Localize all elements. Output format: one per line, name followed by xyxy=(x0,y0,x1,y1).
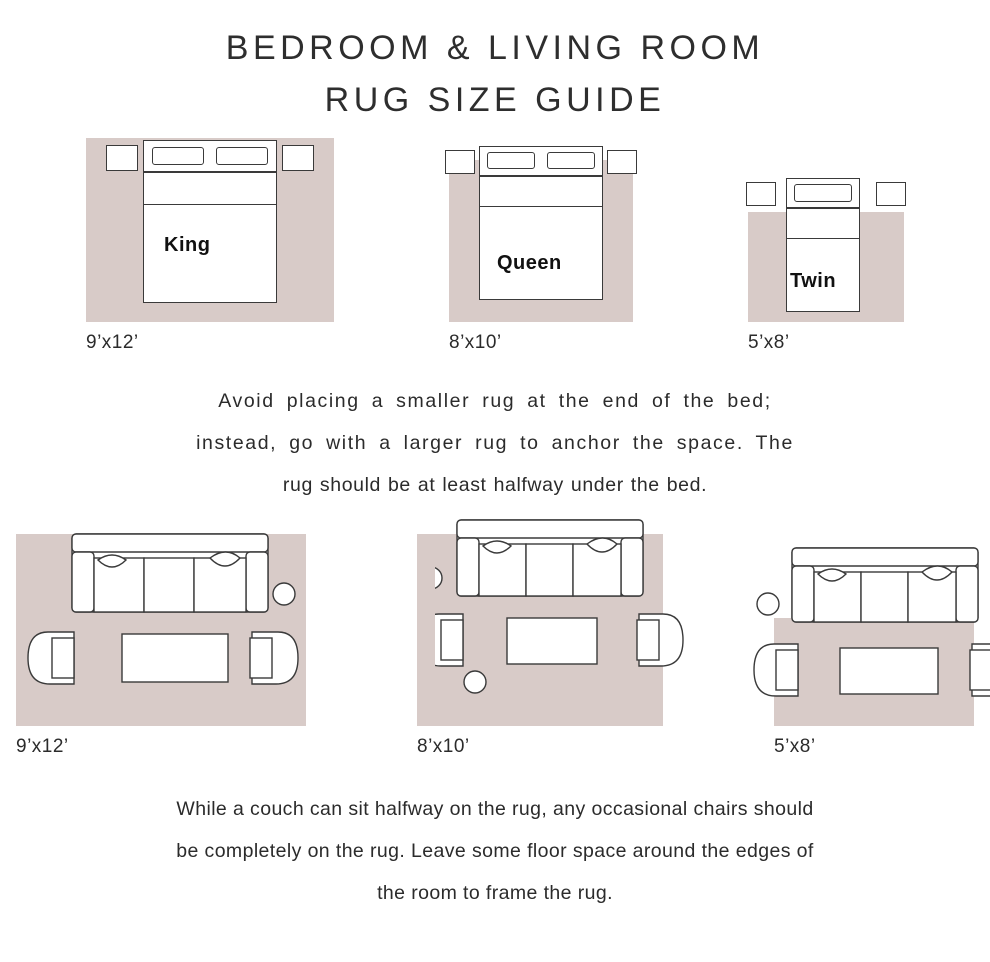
queen-nightstand-right xyxy=(607,150,637,174)
bedroom-diagram-row xyxy=(0,138,990,354)
queen-nightstand-left xyxy=(445,150,475,174)
twin-mattress xyxy=(786,208,860,312)
bedroom-twin-diagram xyxy=(748,212,904,354)
page-title xyxy=(0,0,990,126)
queen-rug-area xyxy=(449,160,633,322)
bedroom-queen-diagram xyxy=(449,160,633,354)
living-note xyxy=(0,788,990,914)
living-9x12-furniture xyxy=(12,520,312,720)
living-5x8-rug-area xyxy=(774,618,974,726)
twin-nightstand-left xyxy=(746,182,776,206)
living-note-line-2: be completely on the rug. Leave some floor space around the edges of xyxy=(176,840,814,862)
queen-pillow-right xyxy=(547,152,595,169)
king-nightstand-right xyxy=(282,145,314,171)
page-title-line-2: RUG SIZE GUIDE xyxy=(324,81,666,119)
king-rug-size: 9’x12’ xyxy=(86,332,139,353)
living-8x10-diagram xyxy=(417,534,663,758)
twin-nightstand-right xyxy=(876,182,906,206)
living-5x8-furniture xyxy=(744,534,990,734)
bedroom-note xyxy=(0,380,990,506)
living-9x12-rug-area xyxy=(16,534,306,726)
queen-rug-size: 8’x10’ xyxy=(449,332,502,353)
queen-blanket-fold xyxy=(479,206,603,207)
living-5x8-rug-size: 5’x8’ xyxy=(774,736,816,757)
twin-label: Twin xyxy=(790,270,837,292)
bedroom-note-line-1: Avoid placing a smaller rug at the end of the bed; xyxy=(218,390,772,412)
living-diagram-row xyxy=(0,534,990,758)
twin-rug-area xyxy=(748,212,904,322)
bedroom-king-diagram xyxy=(86,138,334,354)
living-9x12-diagram xyxy=(16,534,306,758)
queen-label: Queen xyxy=(497,252,562,274)
king-label: King xyxy=(164,234,211,256)
king-blanket-fold xyxy=(143,204,277,205)
bedroom-note-line-3: rug should be at least halfway under the bed. xyxy=(282,474,708,496)
king-pillow-right xyxy=(216,147,268,165)
king-nightstand-left xyxy=(106,145,138,171)
living-note-line-3: the room to frame the rug. xyxy=(377,882,613,904)
page-title-line-1: BEDROOM & LIVING ROOM xyxy=(225,29,765,67)
living-8x10-furniture xyxy=(435,510,705,720)
twin-blanket-fold xyxy=(786,238,860,239)
queen-pillow-left xyxy=(487,152,535,169)
king-pillow-left xyxy=(152,147,204,165)
living-5x8-diagram xyxy=(774,618,974,758)
living-note-line-1: While a couch can sit halfway on the rug, any occasional chairs should xyxy=(176,798,814,820)
living-9x12-rug-size: 9’x12’ xyxy=(16,736,69,757)
living-8x10-rug-size: 8’x10’ xyxy=(417,736,470,757)
queen-mattress xyxy=(479,176,603,300)
twin-rug-size: 5’x8’ xyxy=(748,332,790,353)
king-rug-area xyxy=(86,138,334,322)
living-8x10-rug-area xyxy=(417,534,663,726)
bedroom-note-line-2: instead, go with a larger rug to anchor the space. The xyxy=(196,432,794,454)
twin-pillow xyxy=(794,184,852,202)
